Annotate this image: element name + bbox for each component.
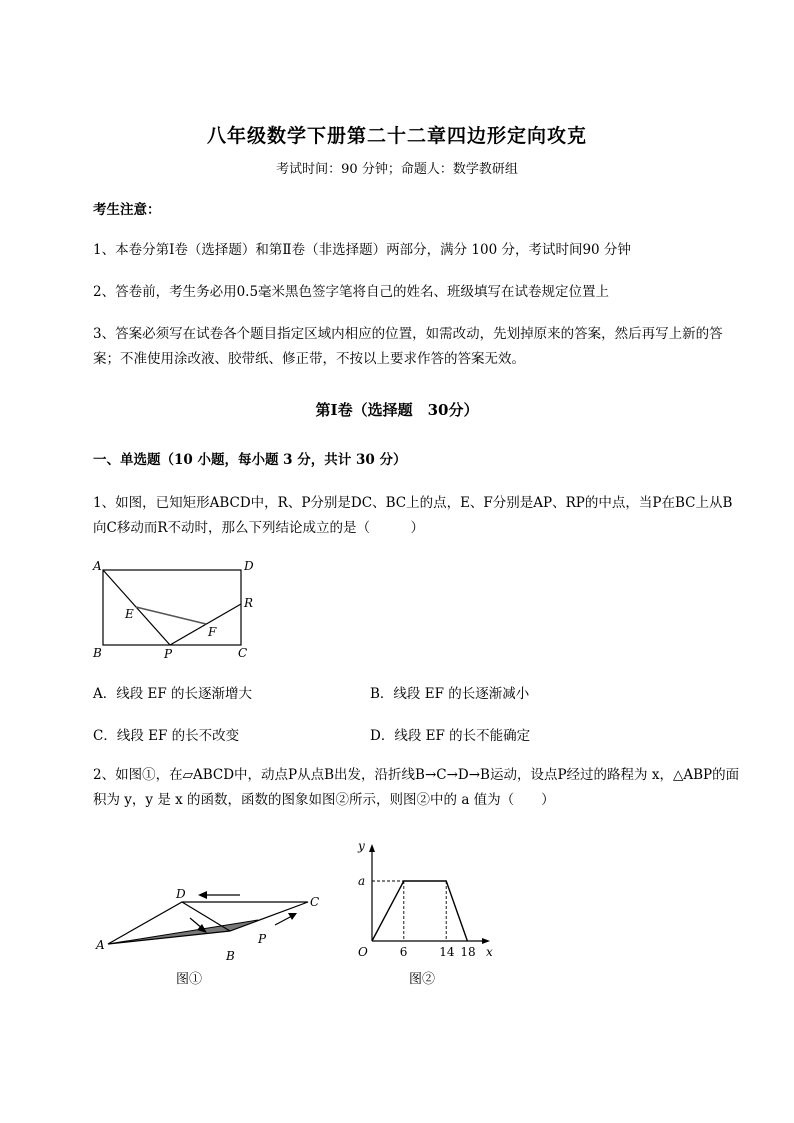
- question-2-text: 2、如图①，在▱ABCD中，动点P从点B出发，沿折线B→C→D→B运动，设点P经过的路程为 x，△ABP的面积为 y，y 是 x 的函数，函数的图象如图②所示，则图②中的 a 值为（ ）: [93, 767, 740, 808]
- page-title: 八年级数学下册第二十二章四边形定向攻克: [206, 125, 587, 147]
- diagonal-db: [182, 902, 230, 931]
- q1-option-d: D．线段 EF 的长不能确定: [370, 728, 531, 744]
- left-arrow-icon: [198, 891, 207, 899]
- segment-ef: [136, 607, 206, 624]
- figure-2-caption: 图②: [409, 972, 436, 987]
- section-heading: 一、单选题（10 小题，每小题 3 分，共计 30 分）: [93, 452, 407, 468]
- graph-group: [357, 839, 493, 959]
- x-axis-label: x: [486, 945, 493, 959]
- notice-heading: 考生注意：: [93, 202, 161, 218]
- q2-function-graph: [350, 834, 510, 964]
- question-1-text: 1、如图，已知矩形ABCD中，R、P分别是DC、BC上的点，E、F分别是AP、RP的中点，当P在BC上从B向C移动而R不动时，那么下列结论成立的是（ ）: [93, 495, 733, 536]
- segment-ap: [108, 920, 258, 944]
- y-axis-arrow-icon: [369, 844, 375, 852]
- label-b: B: [93, 646, 102, 660]
- q1-option-b: B．线段 EF 的长逐渐减小: [370, 686, 530, 702]
- figure-1-caption: 图①: [176, 972, 203, 987]
- notice-item-3: 3、答案必须写在试卷各个题目指定区域内相应的位置，如需改动，先划掉原来的答案，然后再写上新的答案；不准使用涂改液、胶带纸、修正带，不按以上要求作答的答案无效。: [93, 326, 723, 367]
- label-d: D: [244, 559, 254, 573]
- notice-item-1: 1、本卷分第Ⅰ卷（选择题）和第Ⅱ卷（非选择题）两部分，满分 100 分，考试时间90 分钟: [93, 242, 631, 258]
- label-c: C: [310, 895, 320, 909]
- up-right-arrow-icon: [288, 913, 297, 920]
- label-c: C: [238, 646, 248, 660]
- arrow-bc-line: [275, 916, 292, 925]
- label-r: R: [244, 596, 254, 610]
- q1-option-a: A．线段 EF 的长逐渐增大: [93, 686, 253, 702]
- label-a: A: [96, 938, 105, 952]
- notice-item-2: 2、答卷前，考生务必用0.5毫米黑色签字笔将自己的姓名、班级填写在试卷规定位置上: [93, 284, 610, 300]
- label-a: A: [93, 559, 102, 573]
- q1-rectangle-figure: [88, 555, 268, 665]
- q2-parallelogram-figure: [90, 880, 330, 990]
- x-axis-arrow-icon: [482, 938, 490, 944]
- q1-option-c: C．线段 EF 的长不改变: [93, 728, 240, 744]
- part1-title: 第Ⅰ卷（选择题 30分）: [315, 401, 479, 419]
- label-p: P: [164, 647, 173, 661]
- function-line: [372, 881, 467, 941]
- label-b: B: [226, 949, 235, 963]
- x-tick-label: 6: [399, 945, 408, 959]
- a-label: a: [358, 874, 366, 888]
- label-d: D: [176, 887, 186, 901]
- x-tick-label: 18: [460, 945, 476, 959]
- label-f: F: [208, 625, 217, 639]
- y-axis-label: y: [358, 839, 365, 853]
- x-tick-label: 14: [439, 945, 455, 959]
- origin-label: O: [358, 945, 368, 959]
- rect-abcd: [103, 570, 241, 645]
- label-e: E: [125, 607, 134, 621]
- label-p: P: [258, 932, 267, 946]
- exam-subtitle: 考试时间：90 分钟；命题人：数学教研组: [276, 162, 518, 177]
